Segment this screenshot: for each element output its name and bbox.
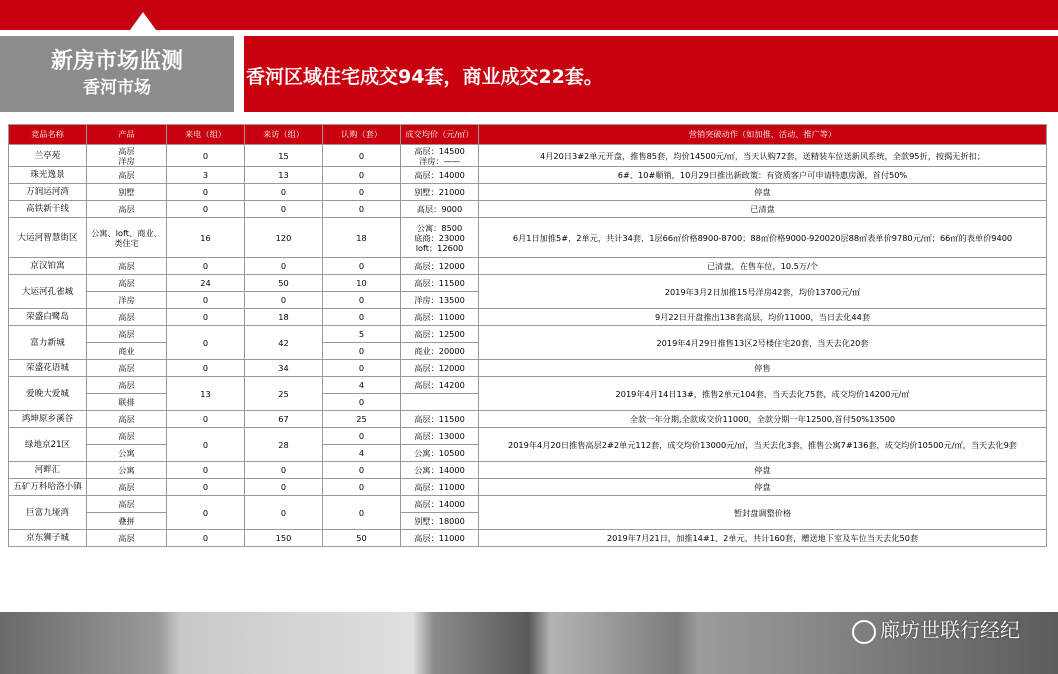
table-row: [9, 360, 1047, 377]
subscriptions-cell: 0: [323, 394, 401, 411]
product-cell: 高层: [87, 275, 167, 292]
calls-cell: 0: [167, 428, 245, 462]
subscriptions-cell: 10: [323, 275, 401, 292]
table-row: [9, 530, 1047, 547]
project-name-cell: 大运河孔雀城: [9, 275, 87, 309]
table-row: [9, 167, 1047, 184]
product-cell: 高层: [87, 479, 167, 496]
calls-cell: 16: [167, 218, 245, 258]
product-cell: 高层: [87, 411, 167, 428]
price-cell: 高层：11000: [401, 309, 479, 326]
table-row: [9, 462, 1047, 479]
headline-text: 香河区域住宅成交94套，商业成交22套。: [246, 66, 603, 88]
subscriptions-cell: 0: [323, 479, 401, 496]
visits-cell: 42: [245, 326, 323, 360]
price-cell: 高层：12000: [401, 360, 479, 377]
visits-cell: 18: [245, 309, 323, 326]
product-cell: 高层: [87, 309, 167, 326]
subscriptions-cell: 0: [323, 309, 401, 326]
table-row: [9, 309, 1047, 326]
project-name-cell: 五矿万科哈洛小镇: [9, 479, 87, 496]
price-cell: 高层：12500: [401, 326, 479, 343]
subscriptions-cell: 0: [323, 167, 401, 184]
column-header: 竞品名称: [9, 125, 87, 145]
product-cell: 公寓: [87, 462, 167, 479]
product-cell: 洋房: [87, 292, 167, 309]
watermark-text: 廊坊世联行经纪: [880, 618, 1020, 642]
project-name-cell: 万润运河湾: [9, 184, 87, 201]
marketing-action-cell: 4月20日3#2单元开盘，推售85套，均价14500元/㎡，当天认购72套，送精装车位送新风系统，全款95折，按揭无折扣；: [479, 145, 1047, 167]
price-cell: 高层：14000: [401, 496, 479, 513]
calls-cell: 24: [167, 275, 245, 292]
marketing-action-cell: 6#、10#顺销，10月29日推出新政策：有资质客户可申请特惠房源，首付50%: [479, 167, 1047, 184]
top-red-strip: [0, 0, 1058, 30]
column-header: 认购（套）: [323, 125, 401, 145]
subscriptions-cell: 0: [323, 145, 401, 167]
wechat-icon: [852, 620, 876, 644]
marketing-action-cell: 暂封盘调整价格: [479, 496, 1047, 530]
subscriptions-cell: 0: [323, 201, 401, 218]
project-name-cell: 荣盛花语城: [9, 360, 87, 377]
price-cell: 高层：14200: [401, 377, 479, 394]
calls-cell: 0: [167, 292, 245, 309]
table-row: [9, 326, 1047, 343]
marketing-action-cell: 停售: [479, 360, 1047, 377]
price-cell: 别墅：21000: [401, 184, 479, 201]
project-name-cell: 绿地京21区: [9, 428, 87, 462]
marketing-action-cell: 2019年4月29日推售13区2号楼住宅20套，当天去化20套: [479, 326, 1047, 360]
project-name-cell: 河畔汇: [9, 462, 87, 479]
calls-cell: 0: [167, 258, 245, 275]
marketing-action-cell: 2019年3月2日加推15号洋房42套，均价13700元/㎡: [479, 275, 1047, 309]
subscriptions-cell: 0: [323, 343, 401, 360]
visits-cell: 0: [245, 258, 323, 275]
visits-cell: 0: [245, 292, 323, 309]
price-cell: [401, 394, 479, 411]
subscriptions-cell: 4: [323, 445, 401, 462]
product-cell: 高层: [87, 326, 167, 343]
table-row: [9, 496, 1047, 513]
product-cell: 高层: [87, 530, 167, 547]
price-cell: 洋房：13500: [401, 292, 479, 309]
visits-cell: 150: [245, 530, 323, 547]
product-cell: 高层: [87, 167, 167, 184]
subscriptions-cell: 5: [323, 326, 401, 343]
visits-cell: 120: [245, 218, 323, 258]
marketing-action-cell: 已清盘: [479, 201, 1047, 218]
visits-cell: 0: [245, 479, 323, 496]
table-row: [9, 184, 1047, 201]
competitor-table: [8, 124, 1047, 547]
calls-cell: 0: [167, 530, 245, 547]
product-cell: 高层: [87, 496, 167, 513]
visits-cell: 0: [245, 496, 323, 530]
visits-cell: 34: [245, 360, 323, 377]
subscriptions-cell: 50: [323, 530, 401, 547]
section-title-box: [0, 36, 234, 112]
marketing-action-cell: 停盘: [479, 462, 1047, 479]
subscriptions-cell: 0: [323, 184, 401, 201]
calls-cell: 0: [167, 309, 245, 326]
calls-cell: 0: [167, 479, 245, 496]
marketing-action-cell: 9月22日开盘推出138套高层，均价11000，当日去化44套: [479, 309, 1047, 326]
price-cell: 公寓：14000: [401, 462, 479, 479]
table-row: [9, 479, 1047, 496]
product-cell: 别墅: [87, 184, 167, 201]
project-name-cell: 巨富九垭湾: [9, 496, 87, 530]
product-cell: 叠拼: [87, 513, 167, 530]
price-cell: 别墅：18000: [401, 513, 479, 530]
price-cell: 高层：12000: [401, 258, 479, 275]
calls-cell: 13: [167, 377, 245, 411]
price-cell: 高层：14500 洋房：——: [401, 145, 479, 167]
price-cell: 高层：11500: [401, 411, 479, 428]
table-row: [9, 201, 1047, 218]
calls-cell: 0: [167, 145, 245, 167]
visits-cell: 28: [245, 428, 323, 462]
price-cell: 高层：9000: [401, 201, 479, 218]
product-cell: 公寓: [87, 445, 167, 462]
marketing-action-cell: 2019年4月20日推售高层2#2单元112套，成交均价13000元/㎡，当天去化3套，推售公寓7#136套，成交均价10500元/㎡，当天去化9套: [479, 428, 1047, 462]
marketing-action-cell: 6月1日加推5#，2单元，共计34套，1层66㎡价格8900-8700；88㎡价格9000-920020层88㎡表单价9780元/㎡；66㎡的表单价9400: [479, 218, 1047, 258]
project-name-cell: 珠光逸景: [9, 167, 87, 184]
calls-cell: 0: [167, 360, 245, 377]
calls-cell: 0: [167, 462, 245, 479]
product-cell: 高层: [87, 428, 167, 445]
price-cell: 高层：11500: [401, 275, 479, 292]
product-cell: 联排: [87, 394, 167, 411]
table-row: [9, 377, 1047, 394]
marketing-action-cell: 2019年7月21日，加推14#1、2单元，共计160套，赠送地下室及车位当天去化50套: [479, 530, 1047, 547]
visits-cell: 13: [245, 167, 323, 184]
visits-cell: 50: [245, 275, 323, 292]
subscriptions-cell: 4: [323, 377, 401, 394]
subscriptions-cell: 0: [323, 428, 401, 445]
visits-cell: 0: [245, 184, 323, 201]
table-row: [9, 428, 1047, 445]
column-header: 来电（组）: [167, 125, 245, 145]
project-name-cell: 京汉铂寓: [9, 258, 87, 275]
product-cell: 高层: [87, 258, 167, 275]
product-cell: 高层: [87, 201, 167, 218]
calls-cell: 3: [167, 167, 245, 184]
visits-cell: 0: [245, 201, 323, 218]
subscriptions-cell: 0: [323, 462, 401, 479]
table-row: [9, 258, 1047, 275]
subscriptions-cell: 0: [323, 258, 401, 275]
calls-cell: 0: [167, 496, 245, 530]
price-cell: 公寓：10500: [401, 445, 479, 462]
column-header: 成交均价（元/㎡）: [401, 125, 479, 145]
product-cell: 商业: [87, 343, 167, 360]
price-cell: 高层：11000: [401, 479, 479, 496]
calls-cell: 0: [167, 201, 245, 218]
visits-cell: 15: [245, 145, 323, 167]
visits-cell: 0: [245, 462, 323, 479]
table-header-row: [9, 125, 1047, 145]
project-name-cell: 京东狮子城: [9, 530, 87, 547]
marketing-action-cell: 2019年4月14日13#，推售2单元104套，当天去化75套，成交均价14200元/㎡: [479, 377, 1047, 411]
column-header: 来访（组）: [245, 125, 323, 145]
project-name-cell: 鸿坤原乡溪谷: [9, 411, 87, 428]
price-cell: 公寓：8500 底商：23000 loft：12600: [401, 218, 479, 258]
price-cell: 高层：13000: [401, 428, 479, 445]
project-name-cell: 兰亭苑: [9, 145, 87, 167]
subscriptions-cell: 18: [323, 218, 401, 258]
calls-cell: 0: [167, 411, 245, 428]
column-header: 营销突破动作（如加推、活动、推广等）: [479, 125, 1047, 145]
page-subtitle: 香河市场: [83, 78, 151, 98]
project-name-cell: 荣盛白鹭岛: [9, 309, 87, 326]
table-row: [9, 145, 1047, 167]
subscriptions-cell: 25: [323, 411, 401, 428]
table-row: [9, 411, 1047, 428]
marketing-action-cell: 已清盘，在售车位，10.5万/个: [479, 258, 1047, 275]
product-cell: 高层: [87, 377, 167, 394]
visits-cell: 67: [245, 411, 323, 428]
project-name-cell: 富力新城: [9, 326, 87, 360]
marketing-action-cell: 停盘: [479, 479, 1047, 496]
price-cell: 高层：14000: [401, 167, 479, 184]
page-title: 新房市场监测: [50, 49, 183, 74]
subscriptions-cell: 0: [323, 496, 401, 530]
triangle-marker-icon: [130, 12, 156, 30]
calls-cell: 0: [167, 326, 245, 360]
calls-cell: 0: [167, 184, 245, 201]
product-cell: 高层: [87, 360, 167, 377]
subscriptions-cell: 0: [323, 360, 401, 377]
marketing-action-cell: 停盘: [479, 184, 1047, 201]
table-row: [9, 218, 1047, 258]
price-cell: 商业：20000: [401, 343, 479, 360]
subscriptions-cell: 0: [323, 292, 401, 309]
product-cell: 高层 洋房: [87, 145, 167, 167]
product-cell: 公寓、loft、商业、类住宅: [87, 218, 167, 258]
column-header: 产品: [87, 125, 167, 145]
table-row: [9, 275, 1047, 292]
project-name-cell: 大运河智慧街区: [9, 218, 87, 258]
price-cell: 高层：11000: [401, 530, 479, 547]
project-name-cell: 爱晚大爱城: [9, 377, 87, 411]
watermark: [852, 614, 1020, 644]
project-name-cell: 高铁新干线: [9, 201, 87, 218]
visits-cell: 25: [245, 377, 323, 411]
marketing-action-cell: 全款一年分期,全款成交价11000，全款分期一年12500,首付50%13500: [479, 411, 1047, 428]
